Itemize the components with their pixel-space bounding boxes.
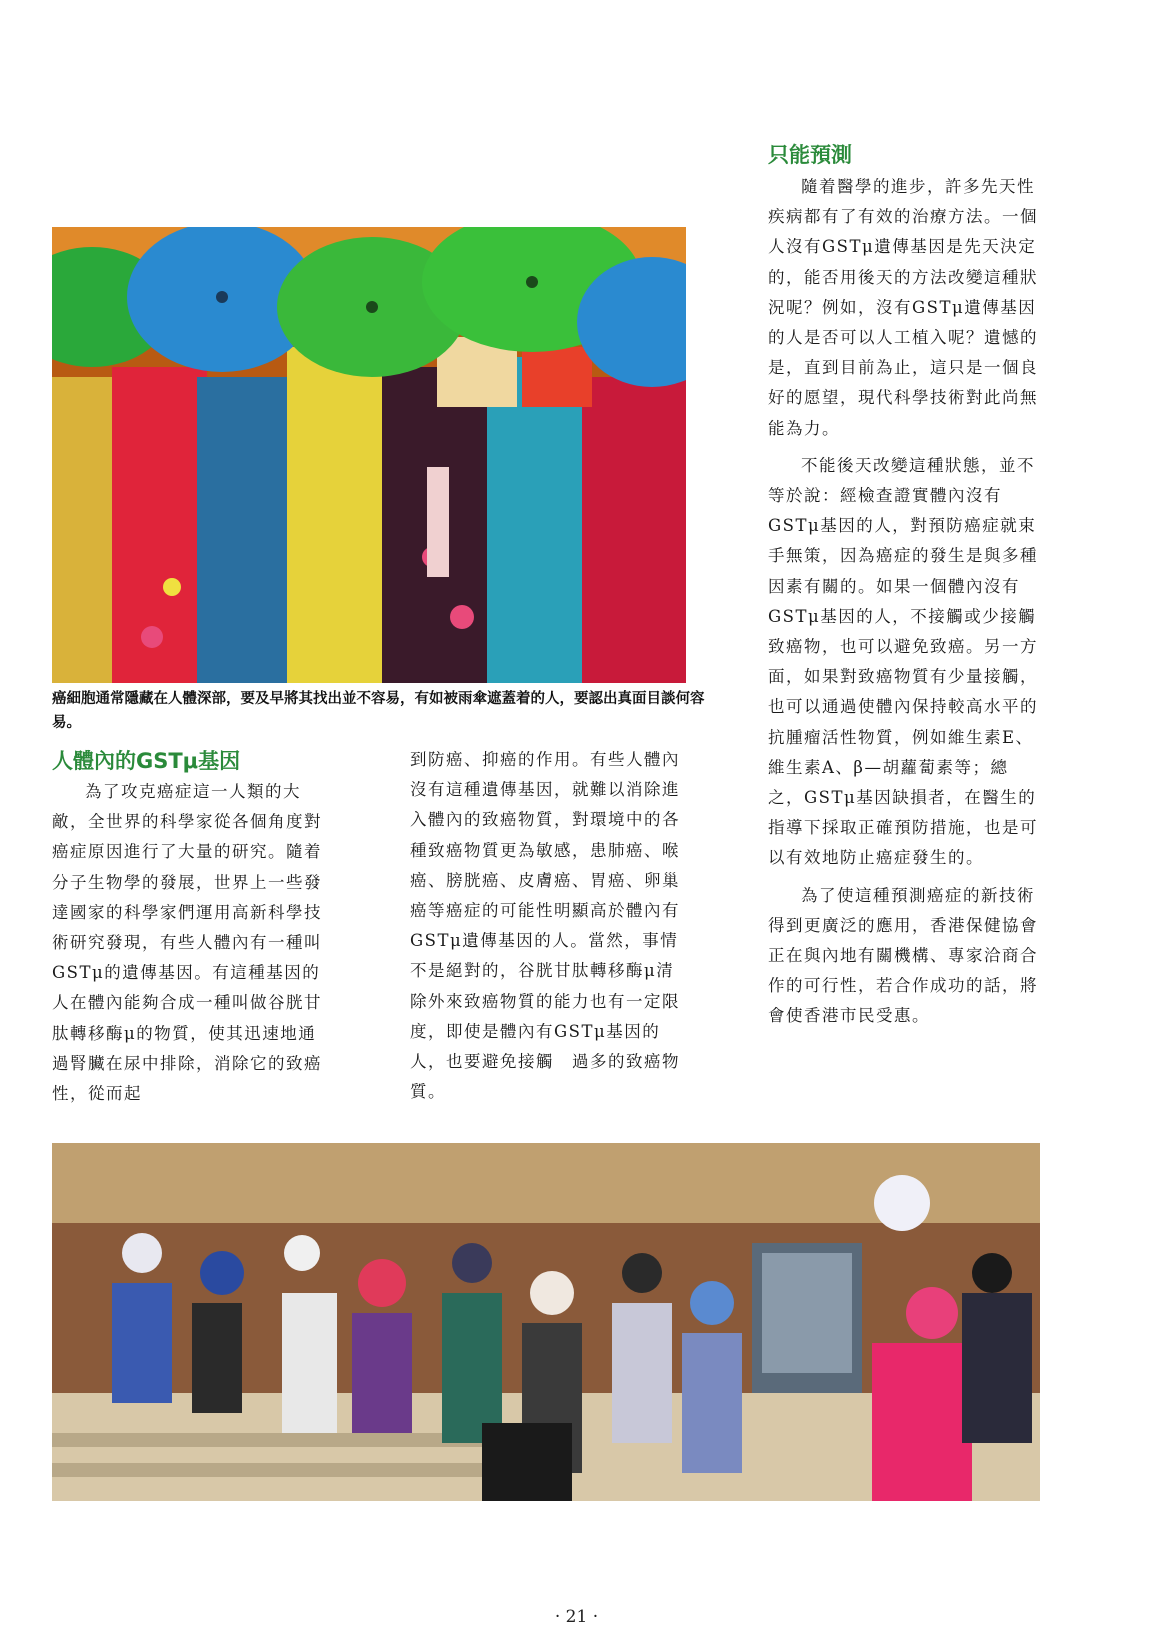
middle-column-text bbox=[410, 745, 686, 1107]
paragraph: 隨着醫學的進步，許多先天性疾病都有了有效的治療方法。一個人沒有GSTμ遺傳基因是先天決定的，能否用後天的方法改變這種狀況呢？例如，沒有GSTμ遺傳基因的人是否可以人工植入呢？遺憾的是，直到目前為止，這只是一個良好的愿望，現代科學技術對此尚無能為力。 bbox=[768, 177, 1038, 438]
left-column-text bbox=[52, 777, 328, 1109]
right-column-text bbox=[768, 172, 1044, 1032]
umbrella-people-photo bbox=[52, 227, 686, 683]
photo-caption: 癌細胞通常隱藏在人體深部，要及早將其找出並不容易，有如被雨傘遮蓋着的人，要認出真面目談何容易。 bbox=[52, 691, 705, 731]
crowd-event-photo bbox=[52, 1143, 1040, 1501]
section-heading-gst-gene: 人體內的GSTμ基因 bbox=[52, 749, 241, 773]
paragraph: 到防癌、抑癌的作用。有些人體內沒有這種遺傳基因，就難以消除進入體內的致癌物質，對環境中的各種致癌物質更為敏感，患肺癌、喉癌、膀胱癌、皮膚癌、胃癌、卵巢癌等癌症的可能性明顯高於體內有GSTμ遺傳基因的人。當然，事情不是絕對的，谷胱甘肽轉移酶μ清除外來致癌物質的能力也有一定限度，即使是體內有GSTμ基因的人，也要避免接觸 過多的致癌物質。 bbox=[410, 750, 680, 1102]
paragraph: 為了使這種預測癌症的新技術得到更廣泛的應用，香港保健協會正在與內地有關機構、專家洽商合作的可行性，若合作成功的話，將會使香港市民受惠。 bbox=[768, 885, 1038, 1026]
paragraph: 為了攻克癌症這一人類的大敵，全世界的科學家從各個角度對癌症原因進行了大量的研究。隨着分子生物學的發展，世界上一些發達國家的科學家們運用高新科學技術研究發現，有些人體內有一種叫GSTμ的遺傳基因。有這種基因的人在體內能夠合成一種叫做谷胱甘肽轉移酶μ的物質，使其迅速地通過腎臟在尿中排除，消除它的致癌性，從而起 bbox=[52, 782, 322, 1104]
section-heading-prediction: 只能預測 bbox=[768, 143, 852, 167]
page-number: · 21 · bbox=[554, 1607, 599, 1627]
paragraph: 不能後天改變這種狀態，並不等於說：經檢查證實體內沒有GSTμ基因的人，對預防癌症就束手無策，因為癌症的發生是與多種因素有關的。如果一個體內沒有GSTμ基因的人，不接觸或少接觸致癌物，也可以避免致癌。另一方面，如果對致癌物質有少量接觸，也可以通過使體內保持較高水平的抗腫瘤活性物質，例如維生素E、維生素A、β—胡蘿蔔素等；總之，GSTμ基因缺損者，在醫生的指導下採取正確預防措施，也是可以有效地防止癌症發生的。 bbox=[768, 455, 1038, 868]
